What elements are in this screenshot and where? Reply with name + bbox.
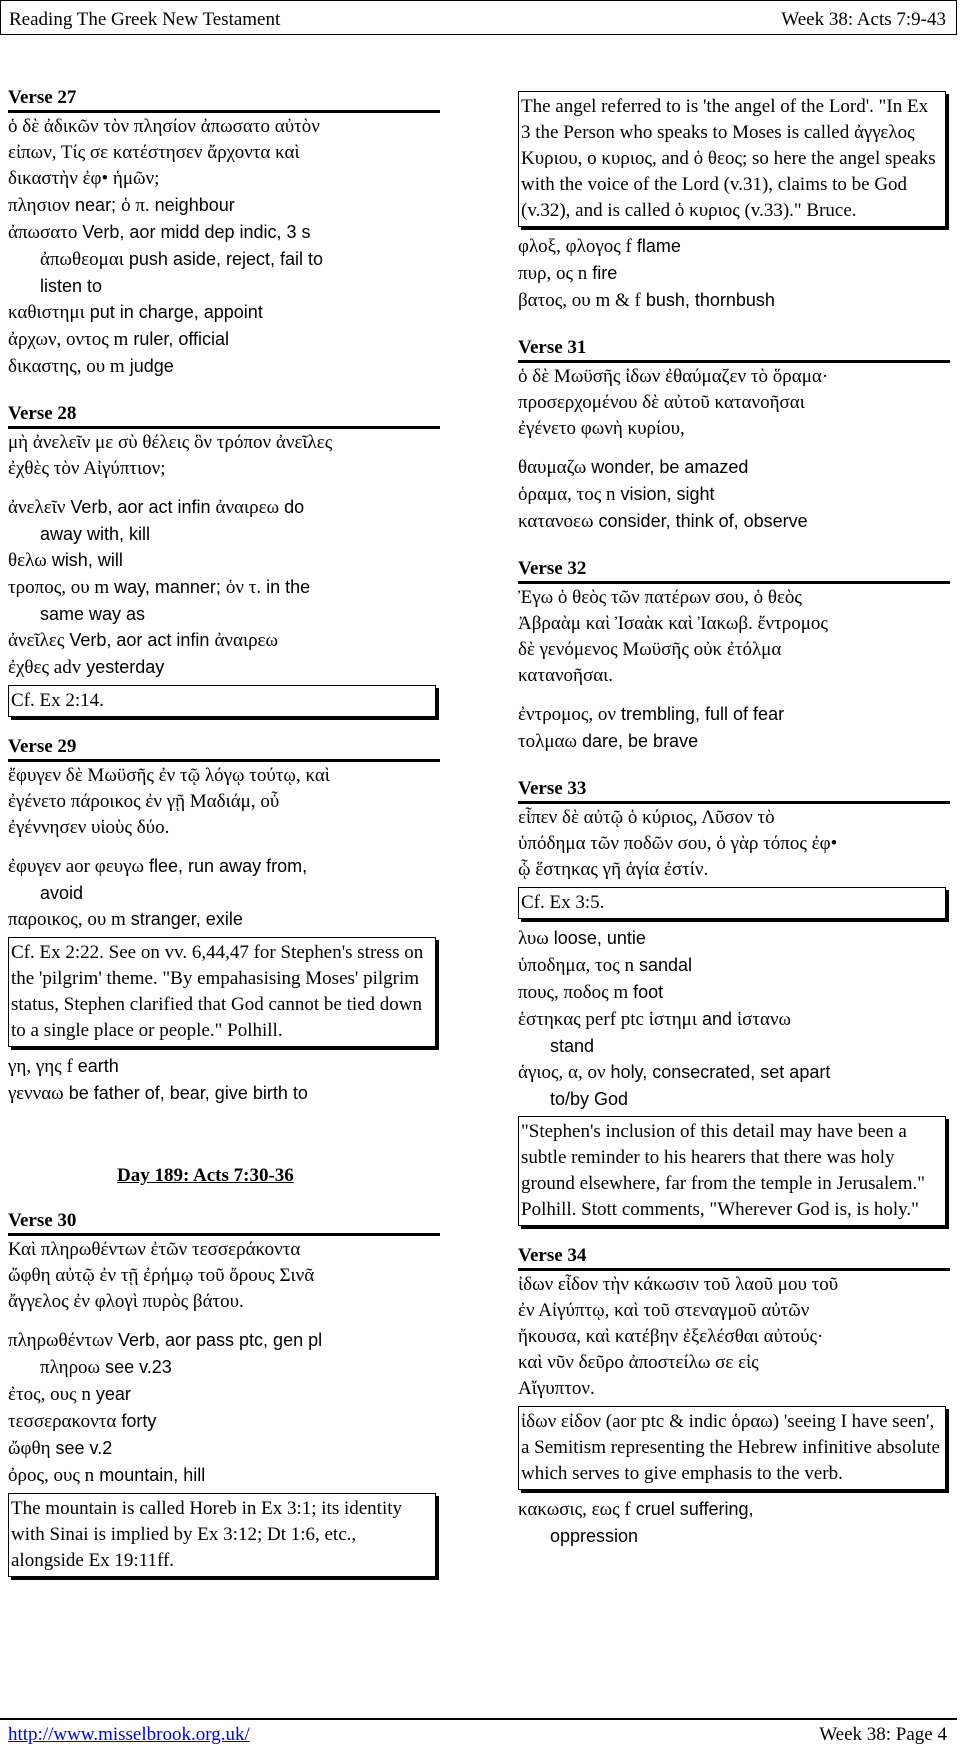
gloss-definition: dare, be brave <box>577 731 699 751</box>
gloss-row <box>518 952 960 979</box>
gloss-definition: Verb, aor midd dep indic, 3 s <box>77 222 311 242</box>
gloss-row <box>518 233 960 260</box>
heading-rule <box>518 360 950 363</box>
page-footer <box>0 1718 957 1749</box>
gloss-row <box>518 979 960 1006</box>
greek-line: ὤφθη αὐτῷ ἐν τῇ ἐρήμῳ τοῦ ὄρους Σινᾶ <box>8 1265 315 1286</box>
gloss-row <box>8 1408 443 1435</box>
gloss-term: ἐφυγεν aor φευγω <box>8 856 145 877</box>
gloss-definition: do <box>279 497 305 517</box>
website-link[interactable]: http://www.misselbrook.org.uk/ <box>8 1724 250 1745</box>
gloss-definition: neighbour <box>149 195 235 215</box>
greek-line: ἤκουσα, καὶ κατέβην ἐξελέσθαι αὐτούς· <box>518 1326 824 1347</box>
gloss-term: ἱστανω <box>737 1009 792 1030</box>
gloss-term: πους, ποδος m <box>518 982 629 1003</box>
greek-line: ἐγέννησεν υἱοὺς δύο. <box>8 817 170 838</box>
greek-line: προσερχομένου δὲ αὐτοῦ κατανοῆσαι <box>518 392 805 413</box>
verse-29-heading: Verse 29 <box>8 736 77 757</box>
gloss-row <box>518 1523 960 1549</box>
gloss-term: ἁγιος, α, ον <box>518 1062 606 1083</box>
gloss-term: ἀναιρεω <box>215 497 280 518</box>
gloss-definition: Verb, aor act infin <box>65 497 216 517</box>
gloss-definition: consider, think of, observe <box>593 511 808 531</box>
verse-28-note: Cf. Ex 2:14. <box>8 685 436 717</box>
gloss-term: ἐντρομος, ον <box>518 704 616 725</box>
gloss-row <box>8 574 443 601</box>
gloss-row <box>8 1053 443 1080</box>
gloss-row <box>8 654 443 681</box>
greek-line: Αἴγυπτον. <box>518 1378 595 1399</box>
gloss-definition: ruler, official <box>128 329 230 349</box>
gloss-row <box>8 273 443 299</box>
verse-34-note: ἰδων εἰδον (aor ptc & indic ὁραω) 'seeing I have seen', a Semitism representing the Hebrew infinitive absolute which serves to give emphasis to the verb. <box>518 1406 946 1490</box>
gloss-row <box>518 701 960 728</box>
gloss-row <box>518 260 960 287</box>
gloss-definition: foot <box>628 982 664 1002</box>
right-column <box>518 91 960 1549</box>
gloss-term: κακωσις, εως f <box>518 1499 631 1520</box>
gloss-term: τεσσερακοντα <box>8 1411 117 1432</box>
gloss-definition: stranger, exile <box>125 909 243 929</box>
gloss-row <box>518 287 960 314</box>
verse-29-glossary <box>8 853 443 933</box>
gloss-term: ἀπωσατο <box>8 222 78 243</box>
greek-line: ἐχθὲς τὸν Αἰγύπτιον; <box>8 458 166 479</box>
gloss-row <box>8 1354 443 1381</box>
angel-note: The angel referred to is 'the angel of the Lord'. "In Ex 3 the Person who speaks to Moses is called ἀγγελος Κυριου, ο κυριος, and ὁ θεος; so here the angel speaks with the voice of the Lord (v.31), claims to be God (v.32), and is called ὁ κυριος (v.33)." Bruce. <box>518 91 946 227</box>
gloss-definition: to/by God <box>550 1089 629 1109</box>
gloss-row <box>518 925 960 952</box>
gloss-definition: see v.23 <box>100 1357 172 1377</box>
gloss-definition: and <box>696 1009 737 1029</box>
gloss-term: βατος, ου m & f <box>518 290 641 311</box>
gloss-definition: flame <box>631 236 681 256</box>
greek-line: ὁ δὲ ἀδικῶν τὸν πλησίον ἀπωσατο αὐτὸν <box>8 116 320 137</box>
gloss-term: τολμαω <box>518 731 577 752</box>
gloss-definition: trembling, full of fear <box>616 704 785 724</box>
page-number: Week 38: Page 4 <box>819 1724 947 1745</box>
gloss-row <box>518 1496 960 1523</box>
gloss-definition: see v.2 <box>50 1438 113 1458</box>
verse-34-glossary <box>518 1496 960 1549</box>
greek-line: Ἐγω ὁ θεὸς τῶν πατέρων σου, ὁ θεὸς <box>518 587 802 608</box>
gloss-row <box>518 454 960 481</box>
gloss-definition: cruel suffering, <box>630 1499 754 1519</box>
gloss-definition: avoid <box>40 883 84 903</box>
verse-30-heading: Verse 30 <box>8 1210 77 1231</box>
gloss-row <box>518 1033 960 1059</box>
heading-rule <box>8 110 440 113</box>
gloss-term: ὁραμα, τος n <box>518 484 616 505</box>
gloss-term: ὁν τ. <box>225 577 262 598</box>
gloss-row <box>8 880 443 906</box>
verse-31-text <box>518 364 960 442</box>
greek-line: καὶ νῦν δεῦρο ἀποστείλω σε εἰς <box>518 1352 759 1373</box>
gloss-row <box>8 627 443 654</box>
gloss-row <box>8 494 443 521</box>
glossary-fire <box>518 233 960 314</box>
gloss-row <box>8 326 443 353</box>
gloss-definition: bush, thornbush <box>640 290 775 310</box>
verse-27-heading: Verse 27 <box>8 87 77 108</box>
gloss-row <box>8 1462 443 1489</box>
gloss-term: θαυμαζω <box>518 457 587 478</box>
gloss-term: πλησιον <box>8 195 71 216</box>
gloss-definition: way, manner; <box>109 577 226 597</box>
gloss-term: ἀναιρεω <box>214 630 279 651</box>
greek-line: Ἀβραὰμ καὶ Ἰσαὰκ καὶ Ἰακωβ. ἔντρομος <box>518 613 828 634</box>
greek-line: ᾧ ἕστηκας γῆ ἁγία ἐστίν. <box>518 859 709 880</box>
gloss-row <box>8 906 443 933</box>
verse-29-text <box>8 763 443 841</box>
gloss-row <box>8 601 443 627</box>
gloss-row <box>8 547 443 574</box>
verse-30-note: The mountain is called Horeb in Ex 3:1; its identity with Sinai is implied by Ex 3:12; Dt 1:6, etc., alongside Ex 19:11ff. <box>8 1493 436 1577</box>
gloss-term: πυρ, ος n <box>518 263 588 284</box>
greek-line: ἔφυγεν δὲ Μωϋσῆς ἐν τῷ λόγῳ τούτῳ, καὶ <box>8 765 330 786</box>
gloss-row <box>8 1327 443 1354</box>
gloss-term: δικαστης, ου m <box>8 356 125 377</box>
gloss-row <box>8 1080 443 1107</box>
greek-line: δικαστὴν ἐφ• ἡμῶν; <box>8 168 160 189</box>
greek-line: εἶπεν δὲ αὐτῷ ὁ κύριος, Λῦσον τὸ <box>518 807 775 828</box>
gloss-definition: push aside, reject, fail to <box>123 249 323 269</box>
verse-30-text <box>8 1237 443 1315</box>
gloss-row <box>518 1086 960 1112</box>
gloss-row <box>8 219 443 246</box>
greek-line: εἰπων, Τίς σε κατέστησεν ἄρχοντα καὶ <box>8 142 300 163</box>
gloss-definition: forty <box>116 1411 157 1431</box>
verse-33-glossary <box>518 925 960 1112</box>
heading-rule <box>8 1233 440 1236</box>
gloss-definition: stand <box>550 1036 595 1056</box>
gloss-definition: vision, sight <box>615 484 715 504</box>
gloss-definition: away with, kill <box>40 524 151 544</box>
gloss-term: ἀπωθεομαι <box>40 249 124 270</box>
gloss-term: θελω <box>8 550 47 571</box>
verse-34-text <box>518 1272 960 1402</box>
heading-rule <box>8 426 440 429</box>
gloss-row <box>8 299 443 326</box>
greek-line: Καὶ πληρωθέντων ἐτῶν τεσσεράκοντα <box>8 1239 301 1260</box>
gloss-term: κατανοεω <box>518 511 594 532</box>
gloss-term: ὁ π. <box>121 195 150 216</box>
gloss-term: ἀρχων, οντος m <box>8 329 129 350</box>
greek-line: ἰδων εἶδον τὴν κάκωσιν τοῦ λαοῦ μου τοῦ <box>518 1274 839 1295</box>
gloss-definition: same way as <box>40 604 146 624</box>
verse-32-glossary <box>518 701 960 755</box>
gloss-definition: loose, untie <box>548 928 646 948</box>
greek-line: ὑπόδημα τῶν ποδῶν σου, ὁ γὰρ τόπος ἐφ• <box>518 833 838 854</box>
verse-32-heading: Verse 32 <box>518 558 587 579</box>
gloss-term: πληρωθέντων <box>8 1330 113 1351</box>
gloss-row <box>518 481 960 508</box>
greek-line: ἐν Αἰγύπτῳ, καὶ τοῦ στεναγμοῦ αὐτῶν <box>518 1300 810 1321</box>
verse-29-note: Cf. Ex 2:22. See on vv. 6,44,47 for Stephen's stress on the 'pilgrim' theme. "By empahasising Moses' pilgrim status, Stephen clarified that God cannot be tied down to a single place or people." Polhill. <box>8 937 436 1047</box>
verse-33-heading: Verse 33 <box>518 778 587 799</box>
verse-33-text <box>518 805 960 883</box>
gloss-term: ἀνεῖλες <box>8 630 65 651</box>
verse-33-note-2: "Stephen's inclusion of this detail may have been a subtle reminder to his hearers that there was holy ground elsewhere, far from the temple in Jerusalem." Polhill. Stott comments, "Wherever God is, is holy." <box>518 1116 946 1226</box>
gloss-definition: be father of, bear, give birth to <box>63 1083 308 1103</box>
verse-34-heading: Verse 34 <box>518 1245 587 1266</box>
gloss-term: παροικος, ου m <box>8 909 126 930</box>
verse-33-note: Cf. Ex 3:5. <box>518 887 946 919</box>
gloss-definition: Verb, aor pass ptc, gen pl <box>112 1330 323 1350</box>
gloss-row <box>8 192 443 219</box>
verse-31-glossary <box>518 454 960 535</box>
gloss-row <box>8 521 443 547</box>
gloss-row <box>8 246 443 273</box>
gloss-definition: wish, will <box>46 550 123 570</box>
gloss-term: ἑστηκας perf ptc ἱστημι <box>518 1009 697 1030</box>
gloss-definition: put in charge, appoint <box>84 302 263 322</box>
gloss-definition: mountain, hill <box>94 1465 206 1485</box>
verse-28-glossary <box>8 494 443 681</box>
heading-rule <box>518 581 950 584</box>
gloss-definition: Verb, aor act infin <box>64 630 215 650</box>
verse-27-glossary <box>8 192 443 380</box>
week-reference: Week 38: Acts 7:9-43 <box>781 9 946 30</box>
heading-rule <box>518 1268 950 1271</box>
gloss-term: ὑποδημα, τος n <box>518 955 634 976</box>
gloss-definition: fire <box>587 263 618 283</box>
gloss-row <box>518 1006 960 1033</box>
gloss-definition: near; <box>70 195 122 215</box>
gloss-term: λυω <box>518 928 549 949</box>
gloss-definition: year <box>90 1384 131 1404</box>
gloss-term: τροπος, ου m <box>8 577 110 598</box>
gloss-term: ἀνελεῖν <box>8 497 66 518</box>
day-heading: Day 189: Acts 7:30-36 <box>117 1165 294 1186</box>
gloss-row <box>8 1381 443 1408</box>
page-header <box>0 0 957 35</box>
verse-29-glossary-2 <box>8 1053 443 1107</box>
gloss-definition: flee, run away from, <box>144 856 308 876</box>
gloss-definition: yesterday <box>81 657 165 677</box>
greek-line: ἐγένετο φωνὴ κυρίου, <box>518 418 685 439</box>
heading-rule <box>8 759 440 762</box>
gloss-term: γη, γης f <box>8 1056 73 1077</box>
greek-line: μὴ ἀνελεῖν με σὺ θέλεις ὃν τρόπον ἀνεῖλες <box>8 432 333 453</box>
gloss-definition: sandal <box>633 955 692 975</box>
verse-28-text <box>8 430 443 482</box>
gloss-definition: wonder, be amazed <box>586 457 749 477</box>
left-column <box>8 86 443 1583</box>
gloss-term: ἐτος, ους n <box>8 1384 91 1405</box>
gloss-row <box>8 1435 443 1462</box>
greek-line: δὲ γενόμενος Μωϋσῆς οὐκ ἐτόλμα <box>518 639 782 660</box>
greek-line: ἄγγελος ἐν φλογὶ πυρὸς βάτου. <box>8 1291 244 1312</box>
verse-28-heading: Verse 28 <box>8 403 77 424</box>
gloss-definition: earth <box>72 1056 119 1076</box>
gloss-row <box>8 353 443 380</box>
gloss-term: καθιστημι <box>8 302 85 323</box>
book-title: Reading The Greek New Testament <box>9 9 281 30</box>
verse-32-text <box>518 585 960 689</box>
gloss-row <box>518 728 960 755</box>
gloss-term: ὤφθη <box>8 1438 51 1459</box>
gloss-term: ἐχθες adv <box>8 657 82 678</box>
gloss-row <box>8 853 443 880</box>
verse-27-text <box>8 114 443 192</box>
gloss-term: γενναω <box>8 1083 64 1104</box>
gloss-term: πληροω <box>40 1357 101 1378</box>
gloss-term: ὀρος, ους n <box>8 1465 95 1486</box>
gloss-definition: holy, consecrated, set apart <box>605 1062 831 1082</box>
gloss-definition: judge <box>124 356 174 376</box>
verse-30-glossary <box>8 1327 443 1489</box>
heading-rule <box>518 801 950 804</box>
gloss-row <box>518 1059 960 1086</box>
gloss-term: φλοξ, φλογος f <box>518 236 632 257</box>
gloss-definition: listen to <box>40 276 103 296</box>
greek-line: κατανοῆσαι. <box>518 665 614 686</box>
gloss-definition: in the <box>261 577 311 597</box>
greek-line: ἐγένετο πάροικος ἐν γῇ Μαδιάμ, οὗ <box>8 791 280 812</box>
verse-31-heading: Verse 31 <box>518 337 587 358</box>
greek-line: ὁ δὲ Μωϋσῆς ἰδων ἐθαύμαζεν τὸ ὅραμα· <box>518 366 829 387</box>
gloss-definition: oppression <box>550 1526 639 1546</box>
gloss-row <box>518 508 960 535</box>
